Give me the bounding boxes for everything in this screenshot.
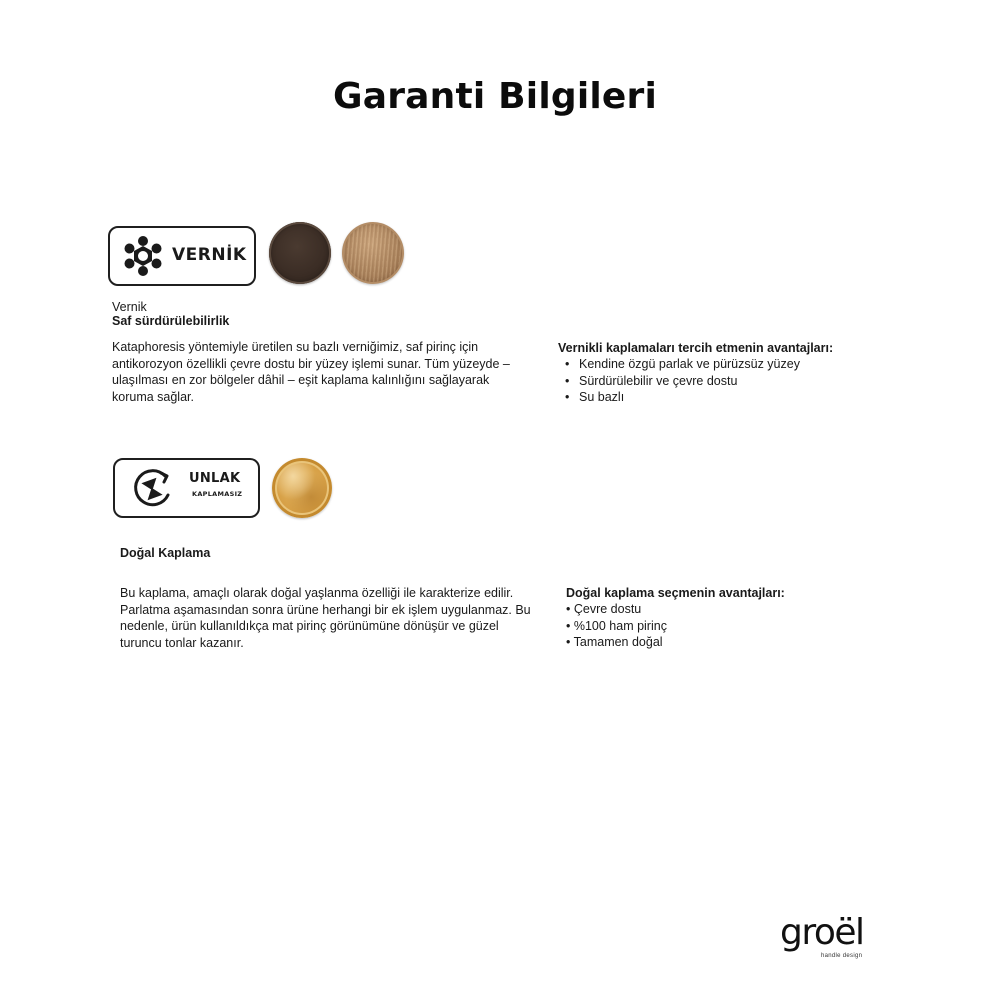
unlak-advantages-title: Doğal kaplama seçmenin avantajları: [566, 586, 785, 600]
vernik-badge-label: VERNİK [172, 245, 247, 265]
unlak-badge-label: UNLAK [189, 471, 241, 486]
vernik-flower-icon [122, 235, 164, 282]
dark-bronze-swatch [269, 222, 331, 284]
unlak-badge [113, 458, 260, 518]
hourglass-cycle-icon [131, 468, 175, 515]
antique-brass-swatch [342, 222, 404, 284]
unlak-advantages-list [566, 601, 667, 651]
brand-tagline: handle design [821, 953, 863, 959]
vernik-heading: Saf sürdürülebilirlik [112, 314, 230, 328]
list-item: • Su bazlı [565, 389, 800, 406]
unlak-badge-sublabel: KAPLAMASIZ [192, 490, 243, 498]
vernik-subtitle: Vernik [112, 300, 147, 314]
list-item: • Tamamen doğal [566, 635, 663, 649]
brand-name: groël [780, 912, 864, 953]
unlak-description: Bu kaplama, amaçlı olarak doğal yaşlanma özelliği ile karakterize edilir. Parlatma aşamasından sonra ürüne herhangi bir ek işlem uygulanmaz. Bu nedenle, ürün kullanıldıkça mat pirinç görünümüne dönüşür ve güzel turuncu tonlar kazanır. [120, 586, 531, 650]
page-title: Garanti Bilgileri [332, 76, 658, 117]
vernik-description: Kataphoresis yöntemiyle üretilen su bazlı verniğimiz, saf pirinç için antikorozyon özellikli çevre dostu bir yüzey işlemi sunar. Tüm yüzeyde – ulaşılması en zor bölgeler dâhil – eşit kaplama kalınlığını sağlayarak koruma sağlar. [112, 340, 510, 404]
unlak-heading: Doğal Kaplama [120, 546, 211, 560]
list-item: • Kendine özgü parlak ve pürüzsüz yüzey [565, 356, 800, 373]
list-item: • %100 ham pirinç [566, 618, 667, 633]
brand-logo [780, 912, 880, 962]
vernik-advantages-title: Vernikli kaplamaları tercih etmenin avantajları: [558, 341, 834, 355]
polished-brass-swatch [272, 458, 332, 518]
vernik-advantages-list [565, 356, 800, 406]
list-item: • Sürdürülebilir ve çevre dostu [565, 373, 800, 390]
vernik-badge [108, 226, 256, 286]
list-item: • Çevre dostu [566, 602, 642, 616]
